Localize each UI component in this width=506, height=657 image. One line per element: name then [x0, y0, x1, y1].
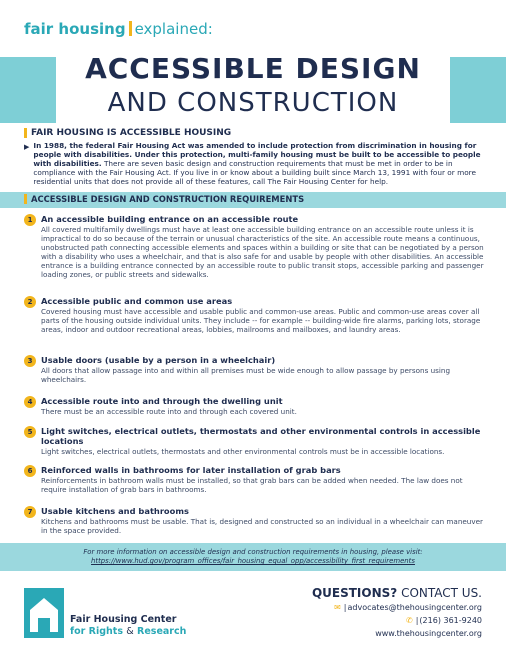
org-name	[70, 614, 186, 638]
org-name-part: Research	[133, 626, 187, 637]
fair-housing-center-logo	[24, 588, 64, 638]
requirement-title: Reinforced walls in bathrooms for later installation of grab bars	[41, 465, 341, 475]
number-badge: 3	[24, 355, 36, 367]
divider-bar-icon: |	[343, 603, 347, 612]
heading-accent-bar	[24, 194, 27, 204]
triangle-bullet-icon: ▶	[24, 143, 30, 151]
requirement-body: There must be an accessible route into and through each covered unit.	[41, 407, 297, 416]
email-icon: ✉	[334, 603, 341, 612]
intro-section	[24, 128, 484, 186]
questions-label: QUESTIONS?	[311, 586, 398, 600]
requirements-heading-text: ACCESSIBLE DESIGN AND CONSTRUCTION REQUIREMENTS	[31, 194, 305, 204]
org-name-line-1: Fair Housing Center	[70, 614, 177, 625]
requirement-body: All doors that allow passage into and within all premises must be wide enough to allow passage by persons using wheelchairs.	[41, 366, 451, 385]
title-line-2: AND CONSTRUCTION	[107, 88, 399, 118]
intro-bold-text: In 1988, the federal Fair Housing Act was amended to include protection from discrimination in housing for people with disabilities. Under this protection, multi-family housing must be built to be accessible to people with disabilities.	[33, 141, 481, 168]
brand-header	[24, 20, 213, 38]
requirement-body: Light switches, electrical outlets, thermostats and other environmental controls must be in accessible locations.	[41, 447, 445, 456]
title-line-1: ACCESSIBLE DESIGN	[85, 52, 421, 85]
brand-explained: explained:	[134, 20, 213, 38]
intro-body	[24, 141, 484, 186]
phone-number[interactable]: (216) 361-9240	[419, 616, 482, 625]
number-badge: 6	[24, 465, 36, 477]
email-link[interactable]: advocates@thehousingcenter.org	[347, 603, 482, 612]
phone-row	[312, 614, 482, 627]
org-name-ampersand: &	[126, 626, 134, 637]
requirement-body: Covered housing must have accessible and usable public and common-use areas. Public and common-use areas cover all parts of the housing outside individual units. They include -- for example -- building-wide fire alarms, parking lots, storage areas, indoor and outdoor recreational areas, lobbies, mailrooms and mailboxes, and laundry areas.	[41, 307, 481, 335]
number-badge: 4	[24, 396, 36, 408]
requirement-item	[24, 355, 484, 384]
more-info-band	[0, 543, 506, 571]
intro-heading	[24, 128, 484, 138]
brand-fair-housing: fair housing	[24, 20, 126, 38]
intro-normal-text: There are seven basic design and construction requirements that must be met in order to be in compliance with the Fair Housing Act. If you live in or know about a building built since March 13, 1991 with four or more residential units that does not provide all of these features, call The Fair Housing Center for help.	[33, 159, 476, 186]
requirement-body: Reinforcements in bathroom walls must be installed, so that grab bars can be added when needed. The law does not require installation of grab bars in bathrooms.	[41, 476, 463, 495]
intro-heading-text: FAIR HOUSING IS ACCESSIBLE HOUSING	[31, 128, 232, 138]
email-row	[312, 601, 482, 614]
number-badge: 2	[24, 296, 36, 308]
org-name-line-2	[70, 626, 186, 638]
website-row	[312, 627, 482, 640]
requirement-title: Accessible public and common use areas	[41, 296, 233, 306]
requirement-item	[24, 426, 484, 456]
org-name-part: for Rights	[70, 626, 127, 637]
contact-block	[312, 585, 482, 640]
website-link[interactable]: www.thehousingcenter.org	[375, 629, 482, 638]
requirement-title: Usable kitchens and bathrooms	[41, 506, 189, 516]
contact-us-label: CONTACT US.	[397, 586, 482, 600]
brand-divider	[129, 21, 132, 36]
intro-text	[33, 141, 484, 186]
more-info-text: For more information on accessible design and construction requirements in housing, please visit:	[83, 548, 423, 556]
requirement-item	[24, 396, 484, 416]
requirement-title: Light switches, electrical outlets, thermostats and other environmental controls in accessible locations	[41, 426, 481, 446]
phone-icon: ✆	[406, 616, 413, 625]
number-badge: 1	[24, 214, 36, 226]
requirement-item	[24, 465, 484, 494]
number-badge: 7	[24, 506, 36, 518]
requirement-title: Accessible route into and through the dwelling unit	[41, 396, 283, 406]
hud-link[interactable]: https://www.hud.gov/program_offices/fair_housing_equal_opp/accessibility_first_requirements	[91, 557, 415, 565]
divider-bar-icon: |	[415, 616, 419, 625]
requirement-title: An accessible building entrance on an accessible route	[41, 214, 299, 224]
heading-accent-bar	[24, 128, 27, 138]
number-badge: 5	[24, 426, 36, 438]
requirement-item	[24, 214, 484, 280]
requirement-item	[24, 506, 484, 535]
requirement-title: Usable doors (usable by a person in a wheelchair)	[41, 355, 276, 365]
contact-heading	[312, 585, 482, 601]
title-box	[56, 48, 450, 128]
requirement-body: Kitchens and bathrooms must be usable. That is, designed and constructed so an individual in a wheelchair can maneuver in the space provided.	[41, 517, 483, 536]
requirement-item	[24, 296, 484, 334]
requirements-heading	[24, 194, 304, 204]
requirement-body: All covered multifamily dwellings must have at least one accessible building entrance on an accessible route unless it is impractical to do so because of the terrain or unusual characteristics of the site. An accessible route means a continuous, unobstructed path connecting accessible elements and spaces within a building or site that can be negotiated by a person with a disability who uses a wheelchair, and that is also safe for and usable by people with other disabilities. An accessible entrance is a building entrance connected by an accessible route to public transit stops, accessible parking and passenger loading zones, or public streets and sidewalks.	[41, 225, 484, 280]
